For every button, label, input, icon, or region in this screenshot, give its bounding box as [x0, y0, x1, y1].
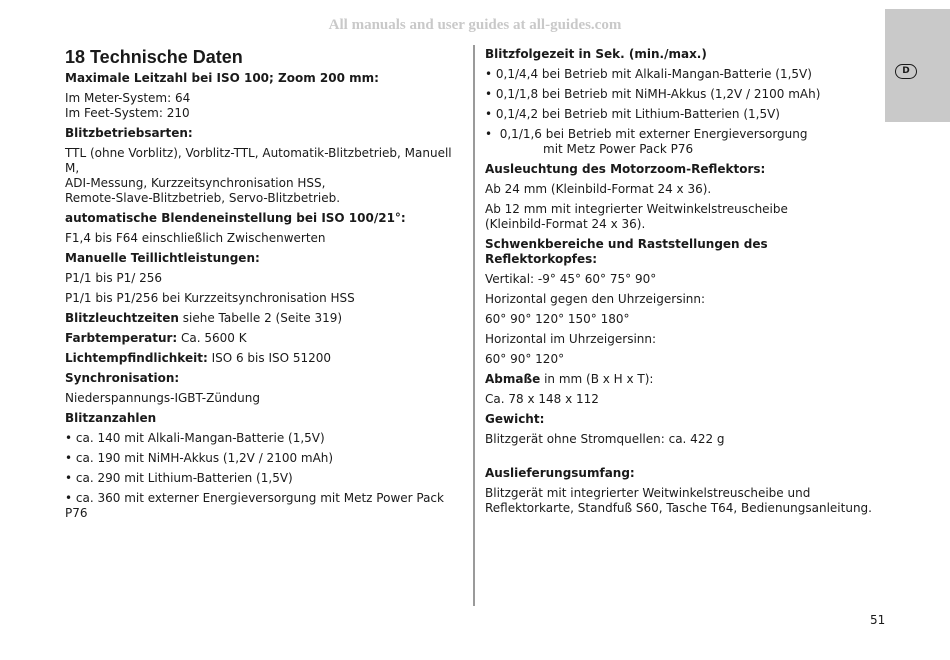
blitzanzahl-item: • ca. 290 mit Lithium-Batterien (1,5V): [65, 471, 465, 486]
abmasse-label: Abmaße: [485, 372, 541, 386]
schwenk-line: 60° 90° 120°: [485, 352, 565, 366]
leuchtzeiten-value: siehe Tabelle 2 (Seite 319): [178, 311, 343, 325]
blende-text: F1,4 bis F64 einschließlich Zwischenwerten: [65, 231, 326, 245]
leitzahl-feet: Im Feet-System: 210: [65, 106, 190, 120]
synchronisation-text: Niederspannungs-IGBT-Zündung: [65, 391, 260, 405]
column-divider: [473, 45, 475, 606]
lieferumfang-text: [485, 486, 880, 516]
lieferumfang-line: Blitzgerät mit integrierter Weitwinkelstreuscheibe und: [485, 486, 811, 500]
betrieb-line: Remote-Slave-Blitzbetrieb, Servo-Blitzbetrieb.: [65, 191, 341, 205]
blende-heading: automatische Blendeneinstellung bei ISO 100/21°:: [65, 211, 406, 225]
gewicht-heading: Gewicht:: [485, 412, 545, 426]
blitzfolgezeit-item-cont: mit Metz Power Pack P76: [543, 142, 694, 156]
schwenk-line: Horizontal gegen den Uhrzeigersinn:: [485, 292, 706, 306]
betrieb-heading: Blitzbetriebsarten:: [65, 126, 193, 140]
teillicht-line: P1/1 bis P1/ 256: [65, 271, 163, 285]
schwenk-heading: Schwenkbereiche und Raststellungen des Reflektorkopfes:: [485, 237, 768, 266]
farbtemperatur-row: [65, 331, 465, 346]
betrieb-line: ADI-Messung, Kurzzeitsynchronisation HSS,: [65, 176, 326, 190]
lieferumfang-line: Reflektorkarte, Standfuß S60, Tasche T64, Bedienungsanleitung.: [485, 501, 872, 515]
abmasse-value: Ca. 78 x 148 x 112: [485, 392, 599, 406]
blitzfolgezeit-item: • 0,1/4,2 bei Betrieb mit Lithium-Batterien (1,5V): [485, 107, 880, 122]
schwenk-line: 60° 90° 120° 150° 180°: [485, 312, 630, 326]
lichtempfindlichkeit-label: Lichtempfindlichkeit:: [65, 351, 208, 365]
ausleuchtung-line-a: Ab 12 mm mit integrierter Weitwinkelstreuscheibe: [485, 202, 788, 216]
blitzanzahlen-heading: Blitzanzahlen: [65, 411, 157, 425]
schwenk-line: Vertikal: -9° 45° 60° 75° 90°: [485, 272, 657, 286]
left-column: [65, 47, 465, 526]
abmasse-row: [485, 372, 880, 387]
lichtempfindlichkeit-row: [65, 351, 465, 366]
ausleuchtung-line: Ab 24 mm (Kleinbild-Format 24 x 36).: [485, 182, 712, 196]
lieferumfang-heading: Auslieferungsumfang:: [485, 466, 635, 480]
teillicht-heading: Manuelle Teillichtleistungen:: [65, 251, 260, 265]
blitzfolgezeit-item: • 0,1/4,4 bei Betrieb mit Alkali-Mangan-Batterie (1,5V): [485, 67, 880, 82]
right-column: [485, 47, 880, 521]
leitzahl-values: [65, 91, 465, 121]
betrieb-line: TTL (ohne Vorblitz), Vorblitz-TTL, Automatik-Blitzbetrieb, Manuell M,: [65, 146, 452, 175]
schwenk-line: Horizontal im Uhrzeigersinn:: [485, 332, 657, 346]
leitzahl-heading: Maximale Leitzahl bei ISO 100; Zoom 200 mm:: [65, 71, 379, 85]
lichtempfindlichkeit-value: ISO 6 bis ISO 51200: [207, 351, 332, 365]
teillicht-line: P1/1 bis P1/256 bei Kurzzeitsynchronisation HSS: [65, 291, 355, 305]
blitzfolgezeit-item-text: 0,1/1,6 bei Betrieb mit externer Energieversorgung: [499, 127, 808, 141]
ausleuchtung-line-b: (Kleinbild-Format 24 x 36).: [485, 217, 646, 231]
blitzfolgezeit-item: [485, 127, 880, 157]
watermark: All manuals and user guides at all-guides.com: [328, 17, 622, 33]
blitzanzahl-item: • ca. 140 mit Alkali-Mangan-Batterie (1,5V): [65, 431, 465, 446]
language-badge: D: [895, 64, 917, 79]
leuchtzeiten-label: Blitzleuchtzeiten: [65, 311, 179, 325]
ausleuchtung-line: [485, 202, 880, 232]
language-tab: [885, 9, 950, 122]
blitzfolgezeit-heading: Blitzfolgezeit in Sek. (min./max.): [485, 47, 707, 61]
synchronisation-heading: Synchronisation:: [65, 371, 180, 385]
leuchtzeiten-row: [65, 311, 465, 326]
page-title: 18 Technische Daten: [65, 47, 243, 67]
farbtemperatur-label: Farbtemperatur:: [65, 331, 178, 345]
blitzfolgezeit-item: • 0,1/1,8 bei Betrieb mit NiMH-Akkus (1,2V / 2100 mAh): [485, 87, 880, 102]
abmasse-unit: in mm (B x H x T):: [540, 372, 654, 386]
betrieb-text: [65, 146, 465, 206]
blitzanzahl-item: • ca. 360 mit externer Energieversorgung mit Metz Power Pack P76: [65, 491, 465, 521]
gewicht-value: Blitzgerät ohne Stromquellen: ca. 422 g: [485, 432, 725, 446]
leitzahl-meter: Im Meter-System: 64: [65, 91, 191, 105]
farbtemperatur-value: Ca. 5600 K: [177, 331, 247, 345]
ausleuchtung-heading: Ausleuchtung des Motorzoom-Reflektors:: [485, 162, 766, 176]
blitzanzahl-item: • ca. 190 mit NiMH-Akkus (1,2V / 2100 mAh): [65, 451, 465, 466]
page-number: 51: [870, 613, 886, 627]
